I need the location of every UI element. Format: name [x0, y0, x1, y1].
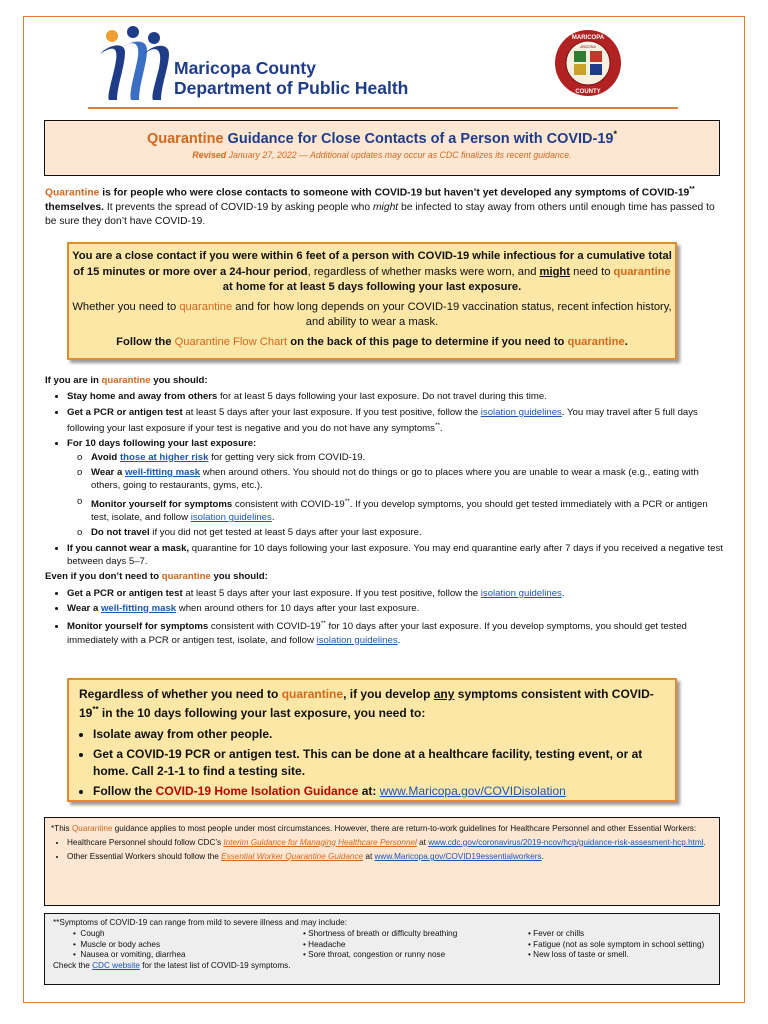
note1-list: [51, 837, 713, 863]
note1-text: guidance applies to most people under most circumstances. However, there are return-to-work guidelines for Healthcare Personnel and other Essential Workers:: [112, 824, 697, 833]
item-bold: Get a PCR or antigen test: [67, 406, 183, 418]
intro-text-2: be infected to stay away from others until enough time has passed to be sure they don’t have COVID-19.: [45, 201, 715, 228]
callout1-p2b: and for how long depends on your COVID-19 vaccination status, recent infection history, and ability to wear a mask.: [232, 300, 672, 329]
title-star: *: [613, 129, 618, 139]
item-bold: For 10 days following your last exposure:: [67, 438, 257, 450]
higher-risk-link[interactable]: those at higher risk: [119, 451, 209, 463]
item-text: at:: [358, 784, 380, 799]
callout1-p3a: Follow the: [116, 335, 175, 348]
well-fitting-mask-link[interactable]: well-fitting mask: [124, 466, 201, 478]
sub-item: [91, 451, 725, 464]
symptom-text: New loss of taste or smell.: [533, 950, 629, 960]
list-item: [67, 602, 725, 615]
note1-intro: [51, 823, 713, 835]
isolation-guidelines-link[interactable]: isolation guidelines: [190, 512, 272, 524]
essential-workers-note: [44, 817, 720, 906]
org-line-1: Maricopa County: [174, 58, 316, 78]
callout2-quarantine: quarantine: [281, 687, 344, 701]
in-quarantine-list: [45, 390, 725, 568]
item-text: Healthcare Personnel should follow CDC’s: [67, 837, 224, 847]
organization-name: [174, 58, 408, 98]
callout1-p1: [69, 249, 675, 296]
callout2-text: symptoms consistent with COVID-19: [79, 687, 654, 721]
cdc-website-link[interactable]: CDC website: [92, 961, 140, 971]
item-bold: Monitor yourself for symptoms: [91, 498, 233, 510]
title-box: [44, 120, 720, 176]
item-sup: **: [320, 620, 326, 628]
title-quarantine: Quarantine: [146, 130, 224, 147]
symptoms-col-2: [303, 929, 528, 961]
seal-bottom-text: COUNTY: [575, 89, 601, 95]
symptom-item: • Fever or chills: [528, 928, 585, 938]
symptom-text: Fever or chills: [533, 928, 585, 938]
item-text: Follow the: [93, 784, 156, 799]
callout1-p3c: .: [624, 335, 628, 348]
essential-worker-guidance-link[interactable]: Essential Worker Quarantine Guidance: [221, 852, 364, 861]
symptom-item: • Nausea or vomiting, diarrhea: [73, 950, 186, 960]
callout1-p2a: Whether you need to: [72, 300, 180, 313]
title-rest: Guidance for Close Contacts of a Person with COVID-19: [223, 130, 614, 147]
symptoms-footer: [53, 961, 711, 972]
callout2-list: [79, 726, 665, 800]
list-item: [93, 783, 665, 799]
symptom-text: Nausea or vomiting, diarrhea: [80, 950, 186, 960]
item-end: .: [271, 512, 275, 524]
item-bold: If you cannot wear a mask,: [67, 542, 190, 554]
flow-chart-link[interactable]: Quarantine Flow Chart: [174, 335, 288, 348]
symptom-item: • Fatigue (not as sole symptom in school setting): [528, 939, 705, 949]
list-item: • Isolate away from other people.: [93, 726, 665, 742]
list-item: [67, 617, 725, 647]
heading-text-2: you should:: [150, 375, 208, 386]
isolation-guidelines-link[interactable]: isolation guidelines: [480, 406, 562, 418]
item-bold: Wear a: [91, 466, 125, 478]
item-sup: **: [344, 497, 350, 505]
item-text: for at least 5 days following your last exposure. Do not travel during this time.: [217, 391, 547, 403]
covid-isolation-url-link[interactable]: www.Maricopa.gov/COVIDisolation: [379, 784, 566, 799]
item-end: .: [561, 587, 565, 599]
revised-text: January 27, 2022 — Additional updates may occur as CDC finalizes its recent guidance.: [226, 149, 572, 160]
callout1-might: might: [539, 265, 570, 278]
symptom-text: Headache: [308, 939, 346, 949]
list-item: [67, 587, 725, 600]
in-quarantine-heading: [45, 374, 725, 387]
sub-item: [91, 466, 725, 493]
item-text: when around others for 10 days after your last exposure.: [176, 602, 420, 614]
callout1-p1c: need to: [570, 265, 614, 278]
symptoms-note: [44, 913, 720, 985]
seal-mid-text: ARIZONA: [580, 45, 596, 49]
callout1-quarantine: quarantine: [613, 265, 671, 278]
item-text: for 10 days after your last exposure. If you develop symptoms, you should get tested immediately with a PCR or antigen test, isolate, and follow: [67, 621, 687, 646]
item-sup: **: [434, 421, 441, 429]
item-text: . You may travel after 5 full days following your last exposure if your test is negative and you do not have any symptoms: [67, 406, 698, 435]
callout1-p1a: You are a close contact if you were within 6 feet of a person with COVID-19 while infectious for a cumulative total of 15 minutes or more over a 24-hour period: [72, 250, 672, 278]
intro-text: It prevents the spread of COVID-19 by asking people who: [103, 201, 373, 213]
essential-workers-url-link[interactable]: www.Maricopa.gov/COVID19essentialworkers: [374, 852, 542, 861]
item-text: at: [416, 837, 429, 847]
item-bold: Stay home and away from others: [67, 391, 218, 403]
item-bold: Avoid: [91, 451, 120, 463]
list-item: [67, 406, 725, 436]
symptom-item: • Shortness of breath or difficulty breathing: [303, 928, 458, 938]
symptoms-col-1: [73, 929, 303, 961]
symptom-text: Muscle or body aches: [80, 939, 161, 949]
symptom-item: • Headache: [303, 939, 346, 949]
item-text: Other Essential Workers should follow the: [67, 852, 222, 861]
footer-text: for the latest list of COVID-19 symptoms.: [139, 961, 291, 971]
revised-note: [45, 150, 719, 160]
callout1-p3q: quarantine: [567, 335, 625, 348]
item-text: quarantine for 10 days following your last exposure. You may end quarantine early after 7 days if you received a negative test between days 5–7.: [67, 542, 723, 567]
in-quarantine-section: [45, 374, 725, 649]
heading-quarantine: quarantine: [101, 375, 151, 386]
symptom-item: • New loss of taste or smell.: [528, 950, 629, 960]
item-text: at least 5 days after your last exposure. If you test positive, follow the: [182, 406, 481, 418]
healthcare-guidance-link[interactable]: Interim Guidance for Managing Healthcare Personnel: [223, 837, 417, 847]
page-title: [45, 129, 719, 147]
intro-sup: **: [689, 186, 695, 193]
callout1-p2q: quarantine: [179, 300, 233, 313]
heading-text: Even if you don’t need to: [45, 571, 162, 583]
cdc-hcp-url-link[interactable]: www.cdc.gov/coronavirus/2019-ncov/hcp/guidance-risk-assesment-hcp.html: [428, 837, 704, 847]
isolation-guidelines-link[interactable]: isolation guidelines: [480, 587, 562, 599]
note1-quarantine: Quarantine: [71, 824, 113, 833]
symptom-text: Shortness of breath or difficulty breathing: [308, 928, 458, 938]
callout2-sup: **: [92, 705, 99, 715]
item-bold: Wear a: [67, 602, 101, 614]
callout1-p3: [69, 335, 675, 351]
item-text: at least 5 days after your last exposure. If you test positive, follow the: [182, 587, 481, 599]
item-text: at: [363, 852, 375, 861]
intro-bold-2: themselves.: [45, 201, 104, 213]
symptoms-grid: [73, 929, 711, 961]
symptoms-heading: **Symptoms of COVID-19 can range from mild to severe illness and may include:: [53, 918, 347, 927]
no-quarantine-heading: [45, 570, 725, 583]
list-item: [67, 851, 713, 863]
item-text: consistent with COVID-19: [208, 621, 321, 633]
item-text: . If you develop symptoms, you should get tested immediately with a PCR or antigen test, isolate, and follow: [91, 498, 708, 524]
isolation-guidance-text: COVID-19 Home Isolation Guidance: [155, 784, 359, 799]
note1-text: *This: [51, 824, 72, 833]
intro-bold: is for people who were close contacts to someone with COVID-19 but haven’t yet developed any symptoms of COVID-19: [99, 187, 690, 199]
symptoms-callout: [67, 678, 677, 802]
list-item: [67, 542, 725, 569]
heading-quarantine: quarantine: [161, 571, 211, 583]
callout2-any: any: [433, 687, 455, 701]
intro-might: might: [372, 201, 399, 213]
isolation-guidelines-link[interactable]: isolation guidelines: [316, 634, 398, 646]
item-end: .: [440, 423, 443, 435]
seal-top-text: MARICOPA: [571, 35, 605, 41]
callout1-p1d: at home for at least 5 days following your last exposure.: [222, 281, 522, 294]
sub-item: [91, 526, 725, 539]
symptom-text: Cough: [80, 928, 105, 938]
item-bold: Get a PCR or antigen test: [67, 587, 183, 599]
callout1-p3b: on the back of this page to determine if you need to: [287, 335, 568, 348]
heading-text-2: you should:: [210, 571, 268, 583]
heading-text: If you are in: [45, 375, 102, 386]
callout2-heading: [79, 686, 665, 722]
footer-text: Check the: [53, 961, 93, 971]
list-item: [67, 390, 725, 403]
header-divider: [88, 107, 678, 109]
callout1-p2: [69, 300, 675, 331]
item-text: for getting very sick from COVID-19.: [208, 451, 366, 463]
item-bold: Do not travel: [91, 527, 150, 539]
symptom-text: Sore throat, congestion or runny nose: [308, 950, 446, 960]
revised-label: Revised: [192, 149, 227, 160]
symptoms-col-3: [528, 929, 728, 961]
item-text: when around others. You should not do things or go to places where you are unable to wear a mask (e.g., eating with others, going to restaurants, gyms, etc.).: [91, 466, 699, 492]
symptom-text: Fatigue (not as sole symptom in school setting): [533, 939, 705, 949]
intro-paragraph: [45, 183, 723, 230]
org-line-2: Department of Public Health: [174, 78, 409, 98]
callout2-text: , if you develop: [343, 687, 434, 701]
well-fitting-mask-link[interactable]: well-fitting mask: [100, 602, 177, 614]
list-item: [67, 837, 713, 849]
callout2-text: Regardless of whether you need to: [79, 687, 282, 701]
item-end: .: [541, 852, 544, 861]
county-seal-icon: [554, 29, 622, 97]
list-item: [67, 437, 725, 539]
sub-list: [67, 451, 725, 540]
symptom-item: • Muscle or body aches: [73, 939, 161, 949]
intro-quarantine: Quarantine: [45, 187, 100, 199]
close-contact-callout: [67, 242, 677, 360]
item-end: .: [703, 837, 706, 847]
mcdph-logo-icon: [95, 26, 175, 102]
sub-item: [91, 495, 725, 525]
symptom-item: • Cough: [73, 928, 105, 938]
callout2-text: in the 10 days following your last exposure, you need to:: [98, 706, 426, 721]
symptom-item: • Sore throat, congestion or runny nose: [303, 950, 446, 960]
no-quarantine-list: [45, 587, 725, 647]
item-text: consistent with COVID-19: [232, 498, 345, 510]
list-item: • Get a COVID-19 PCR or antigen test. This can be done at a healthcare facility, testing event, or at home. Call 2-1-1 to find a testing site.: [93, 746, 665, 779]
item-text: if you did not get tested at least 5 days after your last exposure.: [149, 527, 422, 539]
item-bold: Monitor yourself for symptoms: [67, 621, 209, 633]
callout1-p1b: , regardless of whether masks were worn, and: [307, 265, 540, 278]
item-end: .: [397, 634, 401, 646]
